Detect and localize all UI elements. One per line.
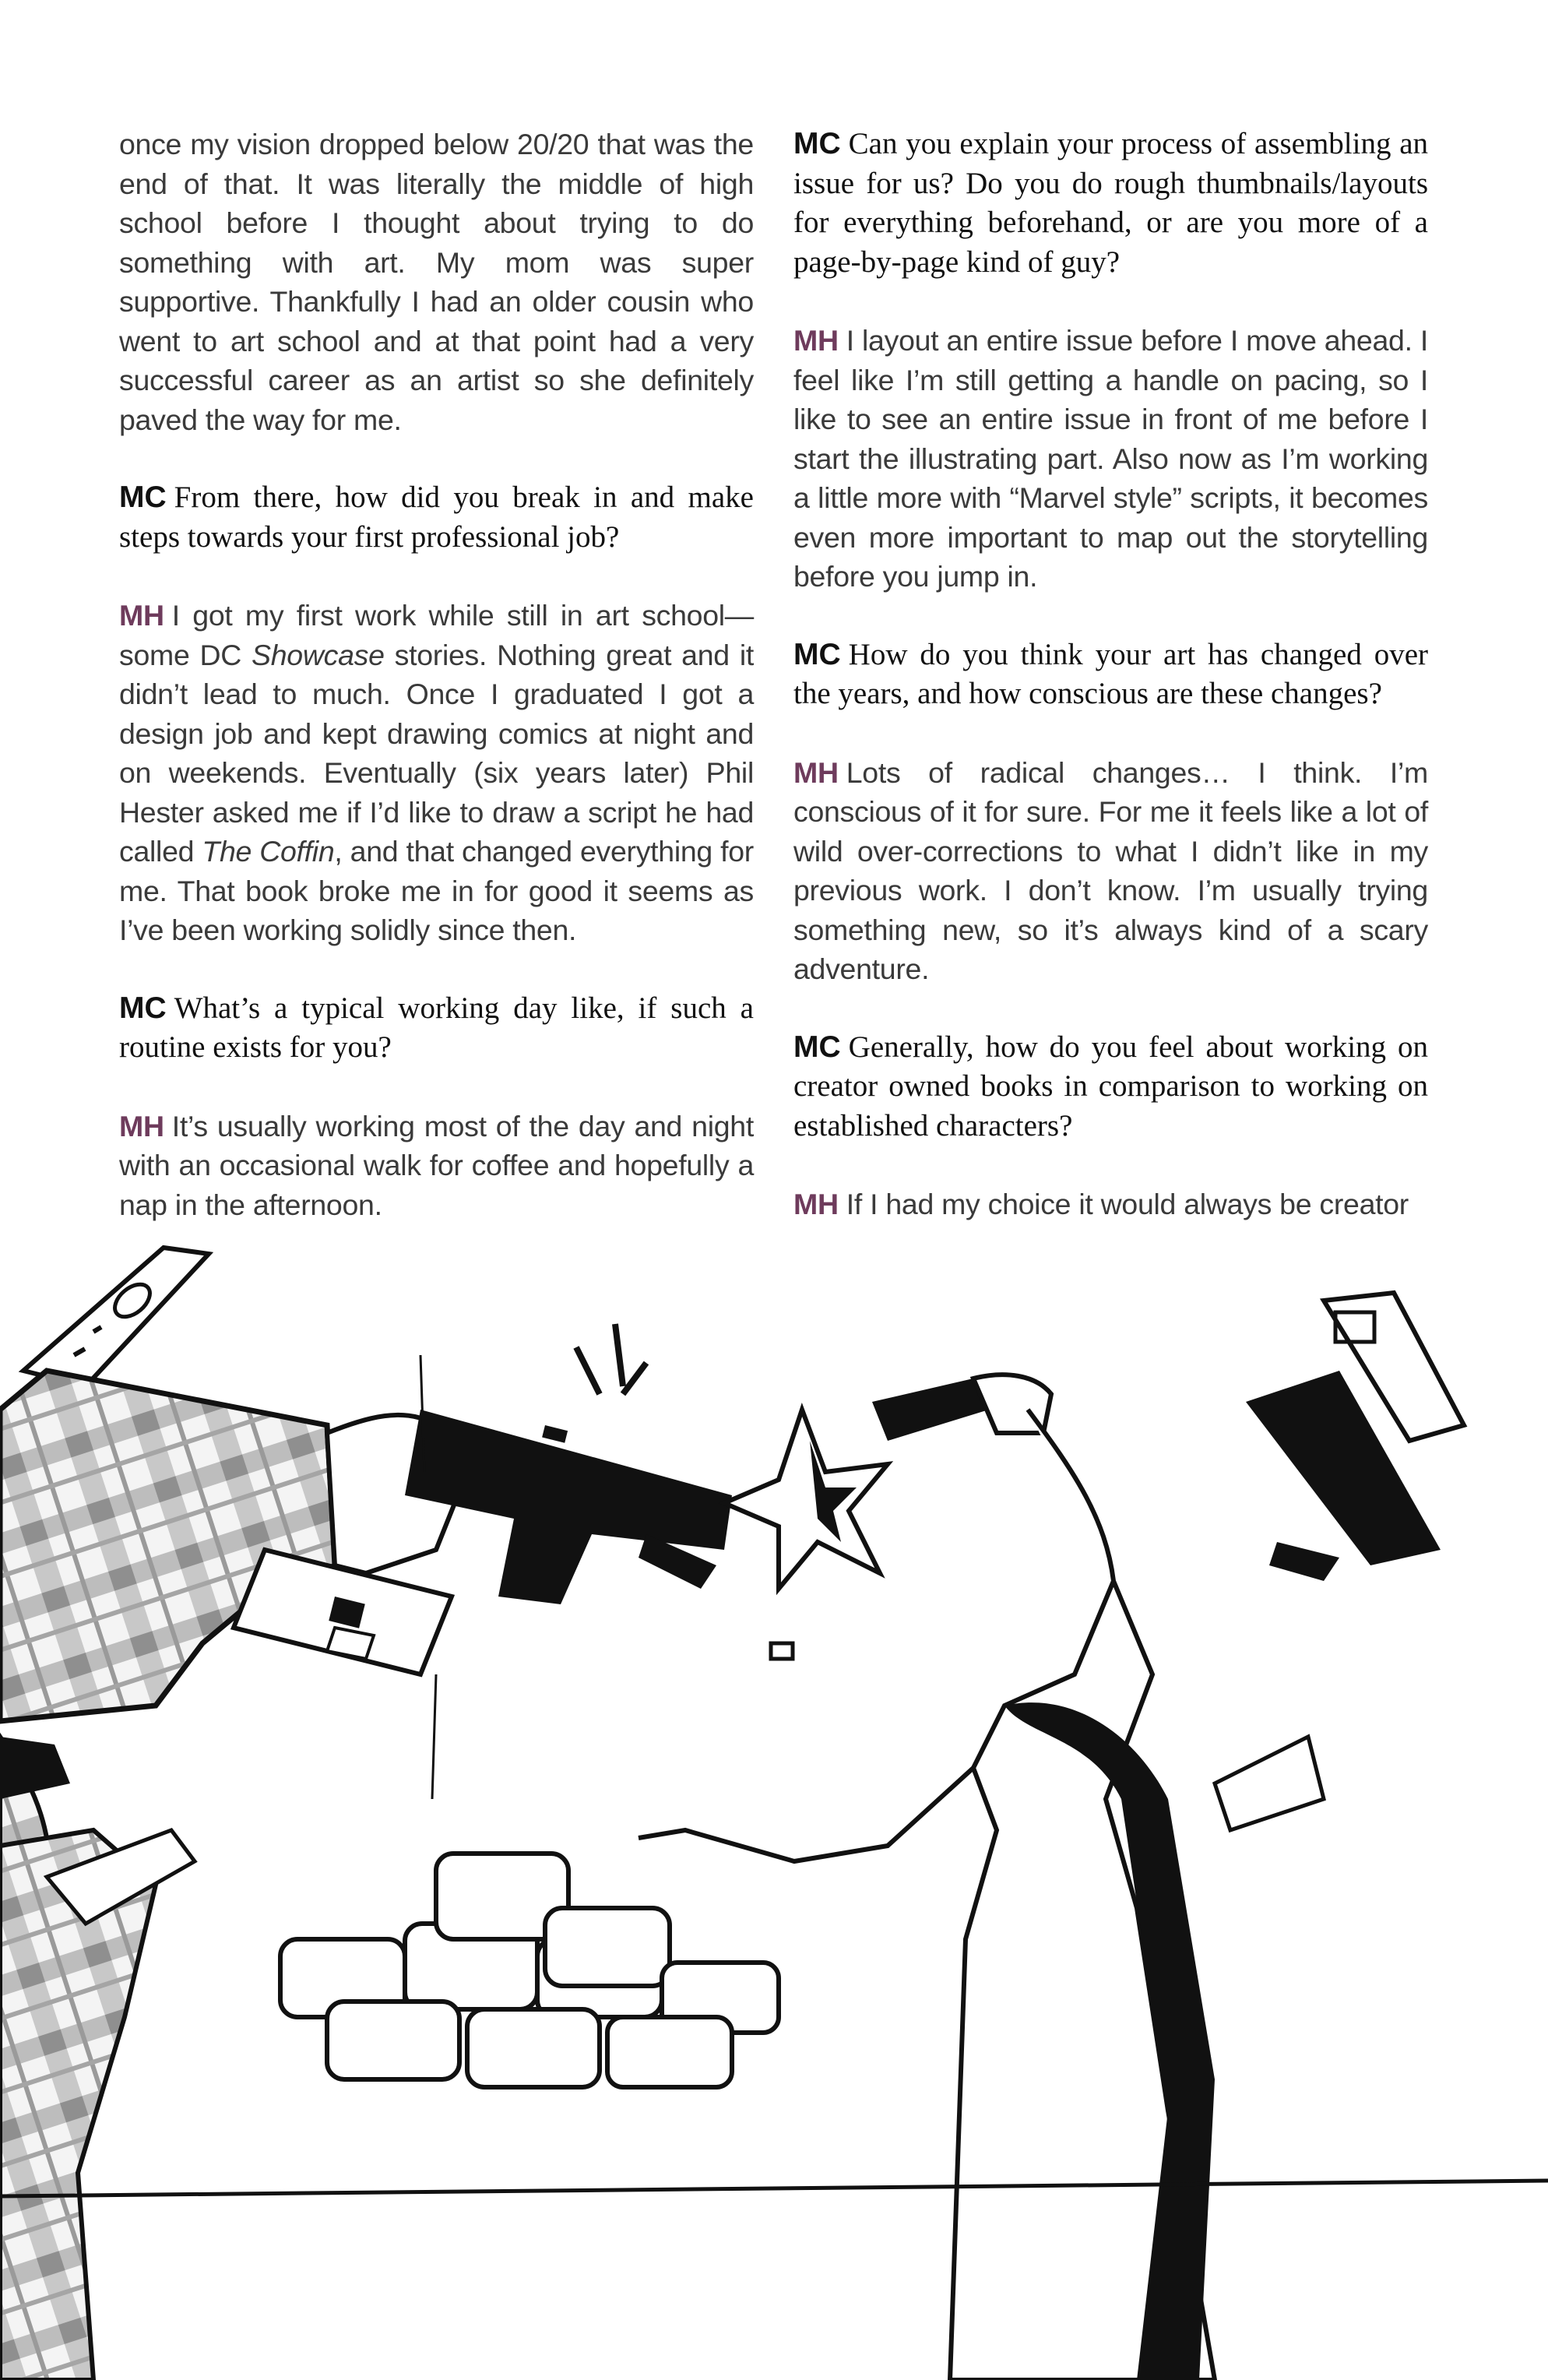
speaker-label-mc: MC (119, 481, 167, 514)
speaker-label-mh: MH (793, 1188, 839, 1220)
question-paragraph: MC From there, how did you break in and make steps towards your first professional job? (119, 481, 754, 554)
speaker-label-mh: MH (793, 324, 839, 357)
question-paragraph: MC Generally, how do you feel about working on creator owned books in comparison to working on established characters? (793, 1030, 1428, 1142)
speaker-label-mc: MC (119, 991, 167, 1025)
question-paragraph: MC How do you think your art has changed over the years, and how conscious are these changes? (793, 637, 1428, 710)
answer-paragraph: MH I layout an entire issue before I move ahead. I feel like I’m still getting a handle on pacing, so I like to see an entire issue in front of me before I start the illustrating part. Also now as I’m working a little more with “Marvel style” scripts, it becomes even more important to map out the storytelling before you jump in. (793, 324, 1428, 593)
muzzle-flash-icon (576, 1324, 888, 1589)
raised-pistol-icon (872, 1375, 1051, 1441)
flying-banknote-top-left (23, 1248, 209, 1386)
question-paragraph: MC What’s a typical working day like, if such a routine exists for you? (119, 991, 754, 1064)
table-edge (0, 2181, 1548, 2196)
standing-figure (639, 1410, 1215, 2380)
answer-paragraph: once my vision dropped below 20/20 that was the end of that. It was literally the middle of high school before I thought about trying to do something with art. My mom was super supportive. Thankfully I had an older cousin who went to art school and at that point had a very successful career as an artist so she definitely paved the way for me. (119, 128, 754, 436)
flying-banknote-right (1246, 1293, 1464, 1565)
question-paragraph: MC Can you explain your process of assembling an issue for us? Do you do rough thumbnails/layouts for everything beforehand, or are you more of a page-by-page kind of guy? (793, 127, 1428, 279)
answer-paragraph: MH It’s usually working most of the day and night with an occasional walk for coffee and hopefully a nap in the afternoon. (119, 1109, 754, 1221)
speaker-label-mh: MH (119, 599, 164, 632)
stack-of-bricks (280, 1854, 779, 2087)
answer-paragraph: MH If I had my choice it would always be creator (793, 1188, 1409, 1220)
flying-banknote-center (234, 1550, 452, 1674)
speaker-label-mc: MC (793, 637, 841, 671)
left-column (119, 125, 754, 1263)
answer-paragraph: MH I got my first work while still in art school—some DC Showcase stories. Nothing great and it didn’t lead to much. Once I graduated I got a design job and kept drawing comics at night and on weekends. Eventually (six years later) Phil Hester asked me if I’d like to draw a script he had called The Coffin, and that changed everything for me. That book broke me in for good it seems as I’ve been working solidly since then. (119, 599, 754, 946)
answer-paragraph: MH Lots of radical changes… I think. I’m conscious of it for sure. For me it feels like a lot of wild over-corrections to what I didn’t like in my previous work. I don’t know. I’m usually trying something new, so it’s always kind of a scary adventure. (793, 755, 1428, 985)
comic-illustration (0, 1238, 1548, 2380)
speaker-label-mc: MC (793, 1030, 841, 1064)
speaker-label-mc: MC (793, 127, 841, 160)
speaker-label-mh: MH (793, 755, 839, 789)
speaker-label-mh: MH (119, 1109, 164, 1142)
right-column (793, 125, 1428, 1263)
